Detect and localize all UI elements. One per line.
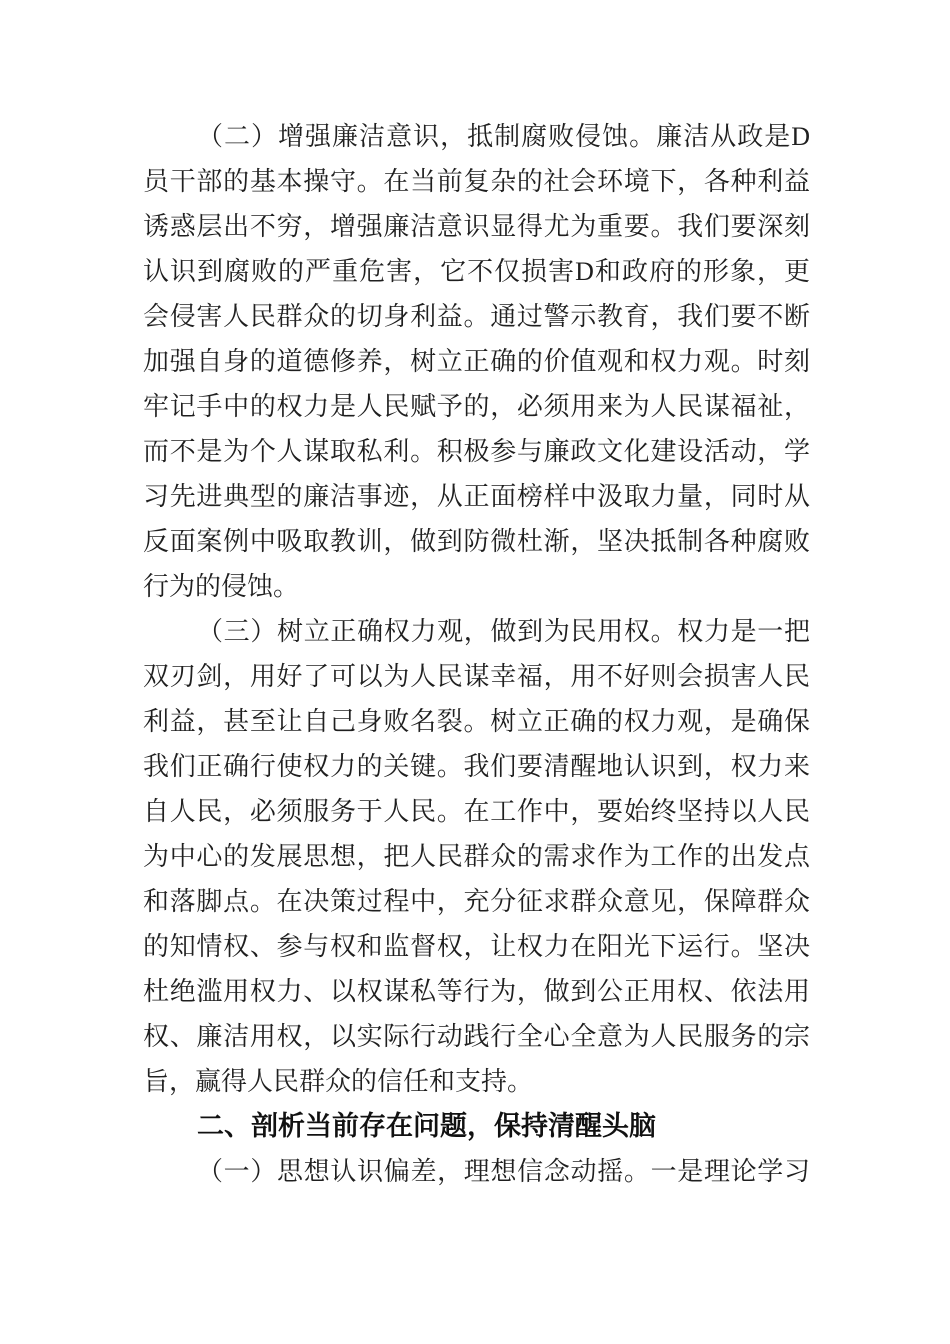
text-line: 和落脚点。在决策过程中，充分征求群众意见，保障群众 (143, 887, 810, 916)
section-3-correct-view-of-power (143, 609, 810, 1104)
document-body (143, 114, 810, 1194)
text-line: 而不是为个人谋取私利。积极参与廉政文化建设活动，学 (143, 437, 810, 466)
text-line: 利益，甚至让自己身败名裂。树立正确的权力观，是确保 (143, 707, 810, 736)
text-line: 认识到腐败的严重危害，它不仅损害D和政府的形象，更 (143, 257, 810, 286)
text-line: 诱惑层出不穷，增强廉洁意识显得尤为重要。我们要深刻 (143, 212, 810, 241)
section-2-integrity-awareness (143, 114, 810, 609)
text-line: （二）增强廉洁意识，抵制腐败侵蚀。廉洁从政是D (197, 122, 810, 151)
text-line: 反面案例中吸取教训，做到防微杜渐，坚决抵制各种腐败 (143, 527, 810, 556)
text-line: 行为的侵蚀。 (143, 572, 300, 601)
text-line: 旨，赢得人民群众的信任和支持。 (143, 1067, 534, 1096)
text-line: 自人民，必须服务于人民。在工作中，要始终坚持以人民 (143, 797, 810, 826)
text-line: 会侵害人民群众的切身利益。通过警示教育，我们要不断 (143, 302, 810, 331)
text-line: 的知情权、参与权和监督权，让权力在阳光下运行。坚决 (143, 932, 810, 961)
text-line: 牢记手中的权力是人民赋予的，必须用来为人民谋福祉， (143, 392, 810, 421)
text-line: 为中心的发展思想，把人民群众的需求作为工作的出发点 (143, 842, 810, 871)
text-line: 权、廉洁用权，以实际行动践行全心全意为人民服务的宗 (143, 1022, 810, 1051)
heading-line: 二、剖析当前存在问题，保持清醒头脑 (197, 1111, 656, 1141)
text-line: 习先进典型的廉洁事迹，从正面榜样中汲取力量，同时从 (143, 482, 810, 511)
text-line: 双刃剑，用好了可以为人民谋幸福，用不好则会损害人民 (143, 662, 810, 691)
heading-part-2-analyze-problems (143, 1104, 810, 1149)
text-line: （一）思想认识偏差，理想信念动摇。一是理论学习 (197, 1157, 810, 1186)
text-line: 加强自身的道德修养，树立正确的价值观和权力观。时刻 (143, 347, 810, 376)
text-line: （三）树立正确权力观，做到为民用权。权力是一把 (197, 617, 810, 646)
text-line: 杜绝滥用权力、以权谋私等行为，做到公正用权、依法用 (143, 977, 810, 1006)
section-1-ideological-deviation-partial (143, 1149, 810, 1194)
text-line: 我们正确行使权力的关键。我们要清醒地认识到，权力来 (143, 752, 810, 781)
text-line: 员干部的基本操守。在当前复杂的社会环境下，各种利益 (143, 167, 810, 196)
